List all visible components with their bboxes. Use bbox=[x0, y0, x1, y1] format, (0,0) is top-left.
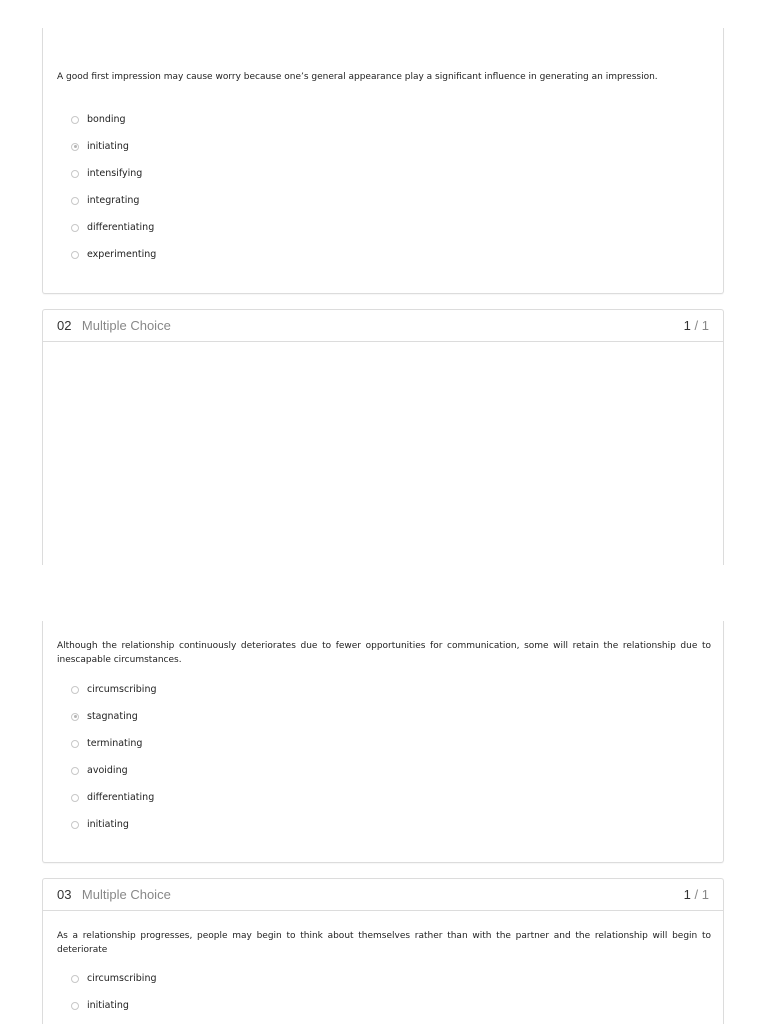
question-card-02-body bbox=[42, 621, 724, 863]
option-label: bonding bbox=[87, 114, 126, 125]
option-label: intensifying bbox=[87, 168, 143, 179]
radio-icon[interactable] bbox=[71, 197, 79, 205]
option-intensifying[interactable] bbox=[71, 160, 156, 187]
radio-icon[interactable] bbox=[71, 224, 79, 232]
answer-options bbox=[71, 106, 156, 268]
score-earned: 1 bbox=[683, 318, 691, 333]
radio-selected-icon[interactable] bbox=[71, 143, 79, 151]
option-label: initiating bbox=[87, 1000, 129, 1011]
question-heading bbox=[57, 886, 171, 904]
option-circumscribing[interactable] bbox=[71, 965, 157, 992]
score-display bbox=[684, 318, 709, 333]
radio-icon[interactable] bbox=[71, 1002, 79, 1010]
option-label: integrating bbox=[87, 195, 140, 206]
answer-options bbox=[71, 965, 157, 1019]
option-label: circumscribing bbox=[87, 684, 157, 695]
radio-icon[interactable] bbox=[71, 794, 79, 802]
option-label: circumscribing bbox=[87, 973, 157, 984]
option-label: avoiding bbox=[87, 765, 128, 776]
question-text: As a relationship progresses, people may begin to think about themselves rather than with the partner and the relationship will begin to deteriorate bbox=[57, 931, 711, 955]
question-header bbox=[43, 310, 723, 342]
option-label: initiating bbox=[87, 819, 129, 830]
answer-options bbox=[71, 676, 157, 838]
option-avoiding[interactable] bbox=[71, 757, 157, 784]
option-label: stagnating bbox=[87, 711, 138, 722]
option-label: terminating bbox=[87, 738, 143, 749]
radio-icon[interactable] bbox=[71, 821, 79, 829]
option-circumscribing[interactable] bbox=[71, 676, 157, 703]
question-type: Multiple Choice bbox=[81, 317, 171, 333]
radio-icon[interactable] bbox=[71, 686, 79, 694]
radio-selected-icon[interactable] bbox=[71, 713, 79, 721]
option-label: differentiating bbox=[87, 222, 155, 233]
option-bonding[interactable] bbox=[71, 106, 156, 133]
option-integrating[interactable] bbox=[71, 187, 156, 214]
question-card-02 bbox=[42, 309, 724, 565]
radio-icon[interactable] bbox=[71, 740, 79, 748]
option-experimenting[interactable] bbox=[71, 241, 156, 268]
option-initiating[interactable] bbox=[71, 992, 157, 1019]
option-differentiating[interactable] bbox=[71, 784, 157, 811]
score-total: / 1 bbox=[694, 887, 709, 902]
option-label: experimenting bbox=[87, 249, 157, 260]
question-card-01 bbox=[42, 28, 724, 294]
option-label: differentiating bbox=[87, 792, 155, 803]
question-number: 03 bbox=[57, 886, 72, 902]
question-heading bbox=[57, 317, 171, 335]
question-text: Although the relationship continuously deteriorates due to fewer opportunities for communication, some will retain the relationship due to inescapable circumstances. bbox=[57, 641, 711, 665]
option-label: initiating bbox=[87, 141, 129, 152]
option-stagnating[interactable] bbox=[71, 703, 157, 730]
radio-icon[interactable] bbox=[71, 975, 79, 983]
score-total: / 1 bbox=[694, 318, 709, 333]
question-text: A good first impression may cause worry because one’s general appearance play a significant influence in generating an impression. bbox=[57, 72, 658, 82]
score-display bbox=[684, 887, 709, 902]
question-card-03 bbox=[42, 878, 724, 1024]
score-earned: 1 bbox=[683, 887, 691, 902]
option-terminating[interactable] bbox=[71, 730, 157, 757]
question-type: Multiple Choice bbox=[81, 886, 171, 902]
option-initiating[interactable] bbox=[71, 811, 157, 838]
radio-icon[interactable] bbox=[71, 170, 79, 178]
question-number: 02 bbox=[57, 317, 72, 333]
radio-icon[interactable] bbox=[71, 251, 79, 259]
option-differentiating[interactable] bbox=[71, 214, 156, 241]
option-initiating[interactable] bbox=[71, 133, 156, 160]
question-header bbox=[43, 879, 723, 911]
radio-icon[interactable] bbox=[71, 116, 79, 124]
radio-icon[interactable] bbox=[71, 767, 79, 775]
